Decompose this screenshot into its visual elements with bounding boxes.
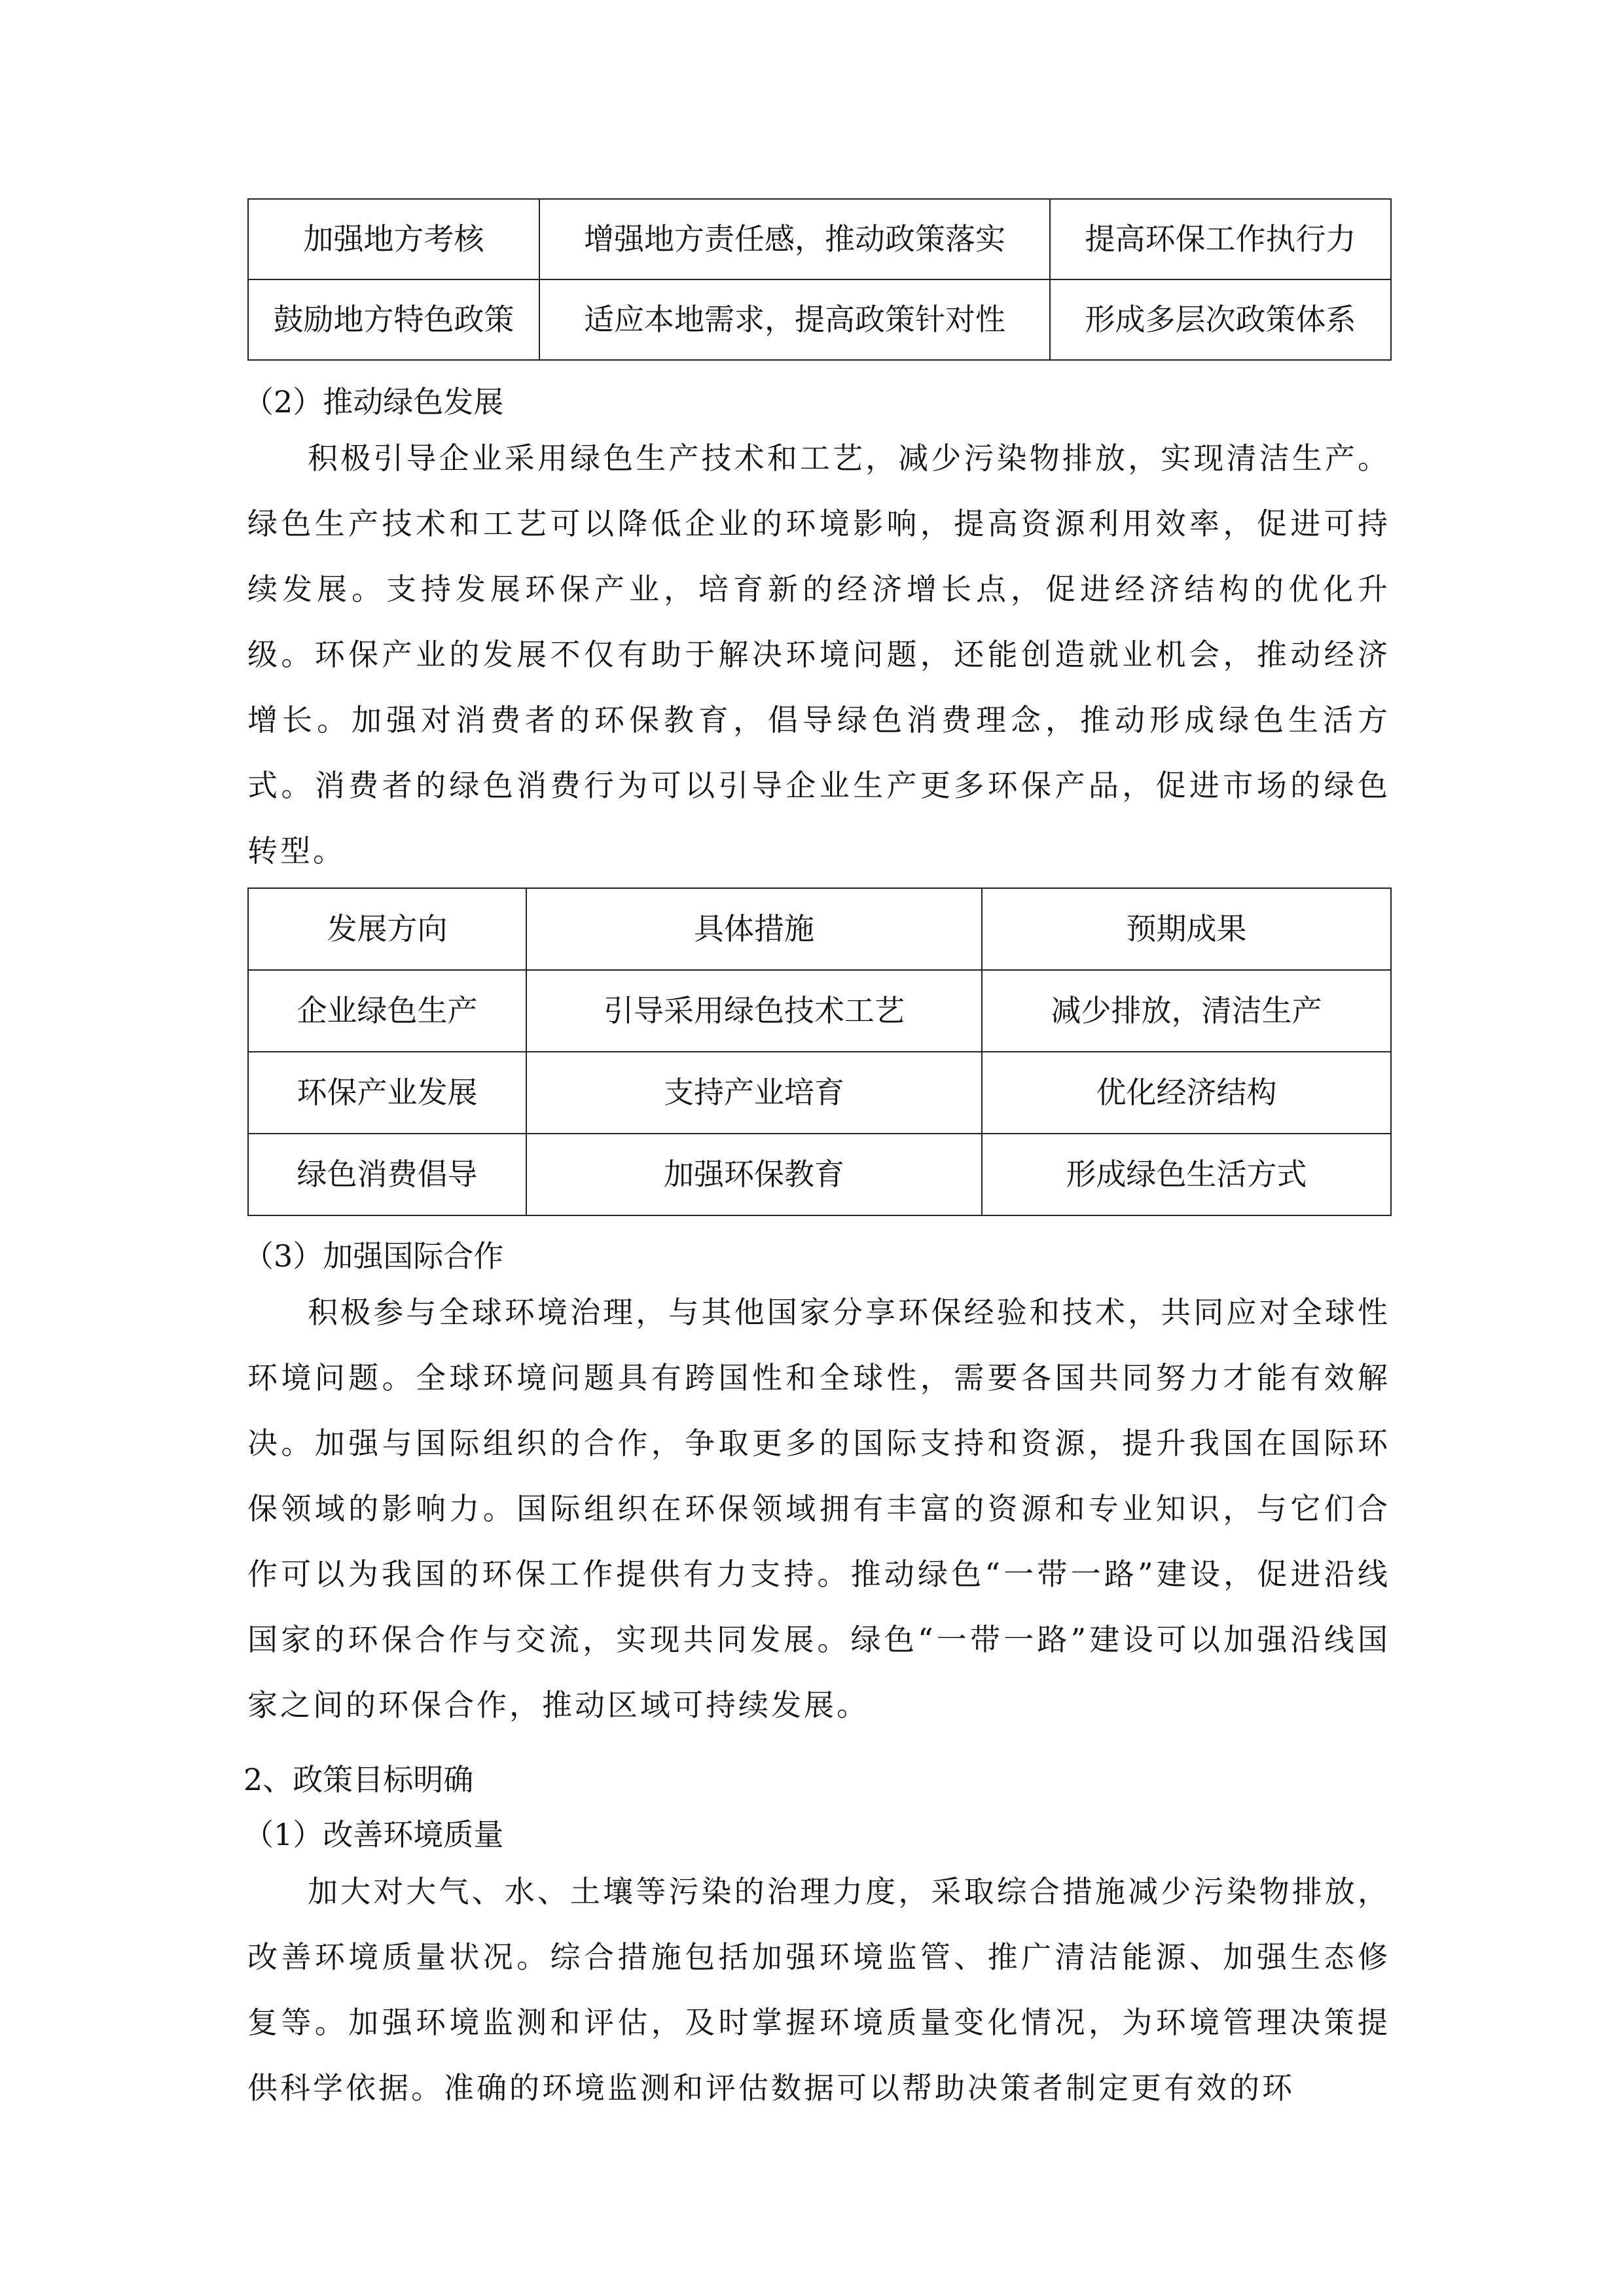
table-cell: 环保产业发展	[248, 1052, 526, 1134]
table-cell: 绿色消费倡导	[248, 1134, 526, 1215]
subsection-heading-environment-quality: （1）改善环境质量	[244, 1817, 504, 1852]
table-cell: 企业绿色生产	[248, 970, 526, 1052]
table-cell: 加强地方考核	[248, 199, 539, 279]
table-cell: 加强环保教育	[526, 1134, 982, 1215]
paragraph-international-cooperation: 积极参与全球环境治理，与其他国家分享环保经验和技术，共同应对全球性环境问题。全球环境问题具有跨国性和全球性，需要各国共同努力才能有效解决。加强与国际组织的合作，争取更多的国际支持和资源，提升我国在国际环保领域的影响力。国际组织在环保领域拥有丰富的资源和专业知识，与它们合作可以为我国的环保工作提供有力支持。推动绿色“一带一路”建设，促进沿线国家的环保合作与交流，实现共同发展。绿色“一带一路”建设可以加强沿线国家之间的环保合作，推动区域可持续发展。	[247, 1295, 1390, 1723]
table-cell: 提高环保工作执行力	[1050, 199, 1391, 279]
table-row	[248, 1052, 1391, 1134]
section-heading-policy-goals: 2、政策目标明确	[244, 1762, 474, 1797]
paragraph-green-development: 积极引导企业采用绿色生产技术和工艺，减少污染物排放，实现清洁生产。绿色生产技术和工艺可以降低企业的环境影响，提高资源利用效率，促进可持续发展。支持发展环保产业，培育新的经济增长点，促进经济结构的优化升级。环保产业的发展不仅有助于解决环境问题，还能创造就业机会，推动经济增长。加强对消费者的环保教育，倡导绿色消费理念，推动形成绿色生活方式。消费者的绿色消费行为可以引导企业生产更多环保产品，促进市场的绿色转型。	[247, 440, 1390, 869]
section-heading-green-development: （2）推动绿色发展	[244, 384, 504, 420]
green-development-table	[247, 888, 1392, 1216]
local-policy-table	[247, 198, 1392, 361]
table-cell: 减少排放，清洁生产	[982, 970, 1391, 1052]
table-cell: 支持产业培育	[526, 1052, 982, 1134]
section-heading-international-cooperation: （3）加强国际合作	[244, 1238, 504, 1274]
table-header-cell: 发展方向	[248, 888, 526, 970]
table-cell: 增强地方责任感，推动政策落实	[539, 199, 1050, 279]
paragraph-environment-quality: 加大对大气、水、土壤等污染的治理力度，采取综合措施减少污染物排放，改善环境质量状况。综合措施包括加强环境监管、推广清洁能源、加强生态修复等。加强环境监测和评估，及时掌握环境质量变化情况，为环境管理决策提供科学依据。准确的环境监测和评估数据可以帮助决策者制定更有效的环	[247, 1874, 1390, 2106]
table-cell: 鼓励地方特色政策	[248, 279, 539, 360]
table-header-row	[248, 888, 1391, 970]
table-cell: 适应本地需求，提高政策针对性	[539, 279, 1050, 360]
table-cell: 形成多层次政策体系	[1050, 279, 1391, 360]
table-row	[248, 279, 1391, 360]
table-row	[248, 970, 1391, 1052]
table-cell: 形成绿色生活方式	[982, 1134, 1391, 1215]
table-cell: 优化经济结构	[982, 1052, 1391, 1134]
table-cell: 引导采用绿色技术工艺	[526, 970, 982, 1052]
table-row	[248, 199, 1391, 279]
table-header-cell: 预期成果	[982, 888, 1391, 970]
table-header-cell: 具体措施	[526, 888, 982, 970]
table-row	[248, 1134, 1391, 1215]
